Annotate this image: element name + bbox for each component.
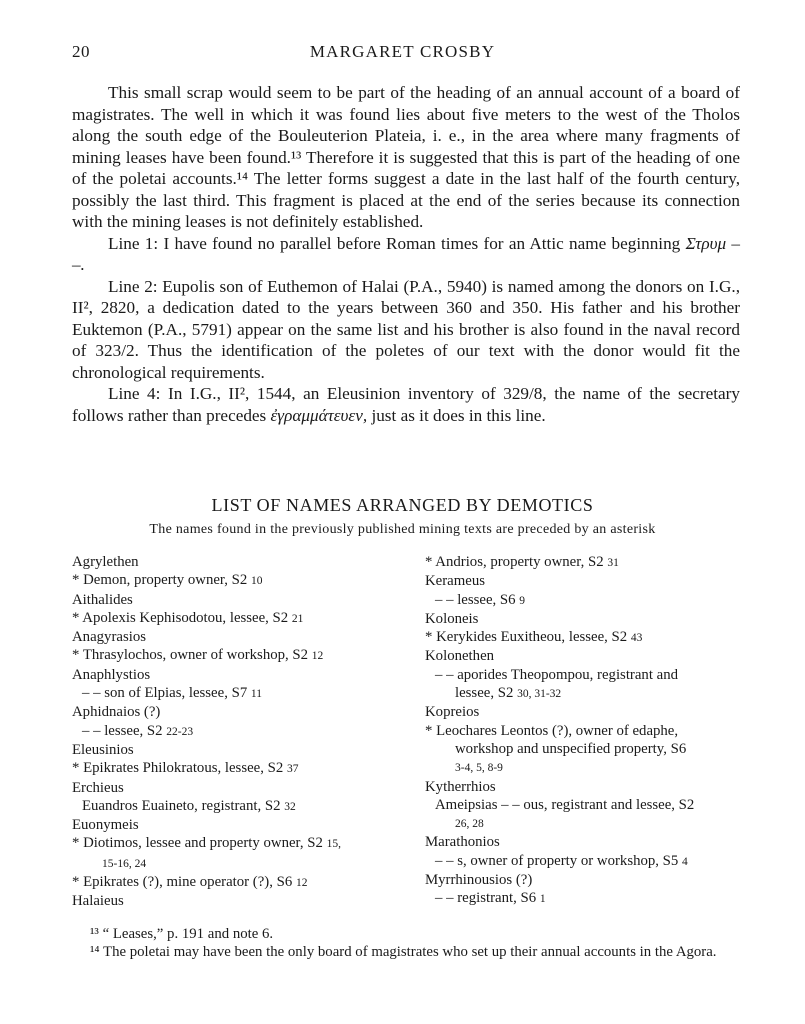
list-entry <box>425 814 741 833</box>
list-entry <box>72 759 394 778</box>
list-entry <box>72 892 394 910</box>
line-reference: 43 <box>630 632 643 645</box>
list-entry <box>425 703 741 721</box>
entry-text: * Apolexis Kephisodotou, lessee, S2 <box>72 609 289 626</box>
entry-text: * Thrasylochos, owner of workshop, S2 <box>72 647 309 664</box>
list-entry <box>425 722 741 740</box>
entry-text: – – lessee, S6 <box>435 591 516 608</box>
line-reference: 15, <box>326 838 341 851</box>
entry-text: * Demon, property owner, S2 <box>72 572 248 589</box>
list-entry <box>425 889 741 908</box>
line-reference: 32 <box>284 800 296 813</box>
line-reference: 22-23 <box>166 725 194 738</box>
list-entry <box>425 666 741 684</box>
entry-text: Koloneis <box>425 610 479 627</box>
line-reference: 10 <box>251 575 263 588</box>
line-reference: 4 <box>682 855 688 868</box>
list-entry <box>72 741 394 759</box>
line-reference: 9 <box>519 594 526 607</box>
list-entry <box>425 684 741 703</box>
entry-text: Myrrhinousios (?) <box>425 872 533 889</box>
list-entry <box>425 852 741 871</box>
line-reference: 31 <box>607 557 619 569</box>
list-entry <box>72 797 394 816</box>
entry-text: Anaphlystios <box>72 666 151 683</box>
list-entry <box>72 628 394 646</box>
list-entry <box>425 610 741 628</box>
entry-text: lessee, S2 <box>455 685 514 702</box>
entry-text: Marathonios <box>425 834 500 851</box>
entry-text: * Epikrates (?), mine operator (?), S6 <box>72 874 293 891</box>
line-reference: 30, 31-32 <box>517 688 562 701</box>
line-reference: 26, 28 <box>455 818 484 831</box>
paragraph-3: Line 2: Eupolis son of Euthemon of Halai (P.A., 5940) is named among the donors on I.G., II², 2820, a dedication dated to the years between 360 and 350. His father and his brother Euktemon (P.A., 5791) appear on the same list and his brother is also found in the naval record of 323/2. Thus the identification of the poletes of our text with the donor would fit the chronological requirements. <box>72 276 740 382</box>
footnotes <box>72 925 740 962</box>
entry-text: – – s, owner of property or workshop, S5 <box>435 852 679 869</box>
section-title: LIST OF NAMES ARRANGED BY DEMOTICS <box>211 495 594 515</box>
entry-text: * Andrios, property owner, S2 <box>425 554 604 570</box>
entry-text: Kopreios <box>425 704 480 721</box>
names-list-left <box>72 553 394 911</box>
entry-text: – – son of Elpias, lessee, S7 <box>82 685 248 702</box>
list-entry <box>72 609 394 628</box>
list-entry <box>72 703 394 721</box>
entry-text: – – aporides Theopompou, registrant and <box>435 666 678 683</box>
entry-text: Erchieus <box>72 779 124 796</box>
entry-text: Euonymeis <box>72 817 139 834</box>
body-text <box>72 82 740 426</box>
names-list-right <box>425 553 741 909</box>
entry-text: workshop and unspecified property, S6 <box>455 740 687 757</box>
list-entry <box>72 571 394 590</box>
list-entry <box>425 758 741 777</box>
list-entry <box>425 553 741 572</box>
list-entry <box>425 778 741 796</box>
entry-text: Aphidnaios (?) <box>72 704 161 721</box>
entry-text: Euandros Euaineto, registrant, S2 <box>82 797 281 814</box>
entry-text: Kolonethen <box>425 648 495 665</box>
list-entry <box>72 854 394 873</box>
list-entry <box>72 646 394 665</box>
list-entry <box>72 684 394 703</box>
list-entry <box>72 816 394 834</box>
entry-text: Agrylethen <box>72 554 139 570</box>
list-entry <box>425 833 741 851</box>
greek-fragment: Στρυμ – –. <box>72 233 741 274</box>
entry-text: Eleusinios <box>72 741 134 758</box>
entry-text: – – lessee, S2 <box>82 722 163 739</box>
list-entry <box>72 834 394 853</box>
entry-text: * Leochares Leontos (?), owner of edaphe, <box>425 722 679 739</box>
list-entry <box>72 666 394 684</box>
list-entry <box>425 740 741 758</box>
entry-text: Kytherrhios <box>425 778 496 795</box>
footnote-14: ¹⁴ The poletai may have been the only board of magistrates who set up their annual accounts in the Agora. <box>90 944 717 961</box>
list-entry <box>425 796 741 814</box>
line-reference: 3-4, 5, 8-9 <box>455 762 503 775</box>
line-reference: 21 <box>291 612 304 625</box>
paragraph-2: Line 1: I have found no parallel before Roman times for an Attic name beginning Στρυμ – –. <box>72 233 741 274</box>
list-entry <box>72 553 394 571</box>
list-entry <box>425 871 741 889</box>
line-reference: 12 <box>311 650 324 663</box>
entry-text: Ameipsias – – ous, registrant and lessee, S2 <box>435 796 695 813</box>
list-entry <box>72 722 394 741</box>
list-entry <box>72 779 394 797</box>
entry-text: * Diotimos, lessee and property owner, S2 <box>72 835 323 852</box>
entry-text: * Kerykides Euxitheou, lessee, S2 <box>425 629 628 646</box>
line-reference: 12 <box>295 877 308 890</box>
greek-word: ἐγραμμάτευεν, <box>270 405 368 425</box>
line-reference: 15-16, 24 <box>102 857 147 870</box>
list-entry <box>72 873 394 892</box>
entry-text: * Epikrates Philokratous, lessee, S2 <box>72 760 284 777</box>
list-entry <box>72 591 394 609</box>
entry-text: – – registrant, S6 <box>435 890 537 907</box>
list-entry <box>425 591 741 610</box>
entry-text: Kerameus <box>425 573 485 590</box>
paragraph-1: This small scrap would seem to be part of the heading of an annual account of a board of magistrates. The well in which it was found lies about five meters to the west of the Tholos along the south edge of the Bouleuterion Plateia, i. e., in the area where many fragments of mining leases have been found.¹³ Therefore it is suggested that this is part of the heading of one of the poletai accounts.¹⁴ The letter forms suggest a date in the last half of the fourth century, possibly the last third. This fragment is placed at the end of the series because its connection with the mining leases is not definitely established. <box>72 83 740 231</box>
list-entry <box>425 628 741 647</box>
entry-text: Aithalides <box>72 591 133 608</box>
entry-text: Halaieus <box>72 893 124 910</box>
line-reference: 37 <box>286 763 299 776</box>
list-entry <box>425 647 741 665</box>
running-head: MARGARET CROSBY <box>309 42 496 61</box>
section-note: The names found in the previously published mining texts are preceded by an asterisk <box>149 522 656 537</box>
entry-text: Anagyrasios <box>72 629 146 646</box>
page-number: 20 <box>72 42 90 61</box>
footnote-13: ¹³ “ Leases,” p. 191 and note 6. <box>90 926 274 942</box>
paragraph-4: Line 4: In I.G., II², 1544, an Eleusinion inventory of 329/8, the name of the secretary follows rather than precedes ἐγραμμάτευεν, just as it does in this line. <box>72 384 740 425</box>
line-reference: 11 <box>250 688 262 701</box>
list-entry <box>425 572 741 590</box>
line-reference: 1 <box>539 893 546 906</box>
